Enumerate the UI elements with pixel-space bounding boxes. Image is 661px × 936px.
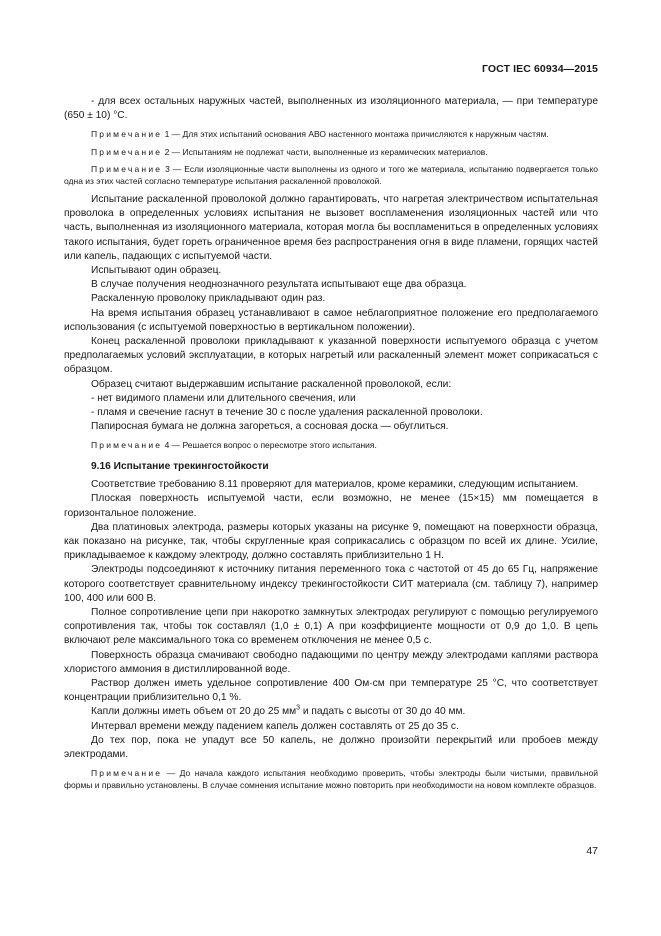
note-text: 3 — Если изоляционные части выполнены из одного и того же материала, испытанию подвергается только одна из этих частей согласно температуре испытания раскаленной проволокой.: [64, 164, 598, 186]
paragraph: Испытание раскаленной проволокой должно гарантировать, что нагретая электричеством испытательная проволока в определенных условиях испытания не вызовет воспламенения изоляционных частей или что часть, выполненная из изоляционного материала, которая могла бы воспламениться в определенных условиях такого испытания, будет гореть ограниченное время без распространения огня в виде пламени, горящих частей или капель, падающих с испытуемой части.: [64, 194, 598, 262]
note-label: Примечание: [91, 164, 163, 175]
note-1: [64, 129, 598, 140]
note-text: 2 — Испытаниям не подлежат части, выполненные из керамических материалов.: [162, 146, 488, 157]
document-header: ГОСТ IEC 60934—2015: [481, 63, 598, 75]
paragraph: Соответствие требованию 8.11 проверяют для материалов, кроме керамики, следующим испытанием.: [91, 479, 579, 491]
paragraph: Интервал времени между падением капель должен составлять от 25 до 35 с.: [91, 720, 459, 732]
note-text: — До начала каждого испытания необходимо проверить, чтобы электроды были чистыми, правильной формы и правильно установлены. В случае сомнения испытание можно повторить при необходимости на новом комплекте образцов.: [64, 768, 598, 790]
paragraph: Раскаленную проволоку прикладывают один раз.: [91, 293, 326, 305]
note-3: [64, 164, 598, 187]
paragraph: Полное сопротивление цепи при накоротко замкнутых электродах регулируют с помощью регулируемого сопротивления так, чтобы ток составлял (1,0 ± 0,1) А при коэффициенте мощности от 0,9 до 1,0. В цепь включают реле максимального тока со временем отключения не менее 0,5 с.: [64, 606, 598, 647]
paragraph: Электроды подсоединяют к источнику питания переменного тока с частотой от 45 до 65 Гц, напряжение которого соответствует сравнительному индексу трекингостойкости СИТ материала (см. таблицу 7), например 100, 400 или 600 В.: [64, 564, 598, 604]
paragraph: Конец раскаленной проволоки прикладывают к указанной поверхности испытуемого образца с учетом предполагаемых условий эксплуатации, в которых нагретый или раскаленный элемент может соприкасаться с образцом.: [64, 336, 598, 376]
page-content: [64, 95, 598, 797]
paragraph: Два платиновых электрода, размеры которых указаны на рисунке 9, помещают на поверхности образца, как показано на рисунке, так, чтобы скругленные края соприкасались с образцом по всей их длине. Усилие, прикладываемое к каждому электроду, должно составлять приблизительно 1 Н.: [64, 521, 598, 562]
paragraph: Раствор должен иметь удельное сопротивление 400 Ом·см при температуре 25 °C, что соответствует концентрации приблизительно 0,1 %.: [64, 677, 598, 704]
drops-superscript: 3: [296, 704, 300, 712]
note-label: Примечание: [91, 440, 163, 451]
note-label: Примечание: [91, 768, 163, 779]
paragraph: Испытывают один образец.: [91, 265, 222, 277]
paragraph: Папиросная бумага не должна загореться, а сосновая доска — обуглиться.: [91, 421, 449, 433]
note-label: Примечание: [91, 146, 163, 157]
paragraph: На время испытания образец устанавливают в самое неблагоприятное положение его предполагаемого использования (с испытуемой поверхностью в вертикальном положении).: [64, 307, 598, 333]
paragraph: Плоская поверхность испытуемой части, если возможно, не менее (15×15) мм помещается в горизонтальное положение.: [64, 493, 598, 519]
note-4: [64, 440, 598, 451]
drops-text-post: и падать с высоты от 30 до 40 мм.: [299, 706, 466, 718]
note-text: 4 — Решается вопрос о пересмотре этого испытания.: [162, 440, 377, 451]
note-final: [64, 768, 598, 791]
section-heading: 9.16 Испытание трекингостойкости: [91, 460, 269, 472]
dash-item-temperature: - для всех остальных наружных частей, выполненных из изоляционного материала, — при температуре (650 ± 10) °C.: [64, 96, 598, 122]
dash-item: - пламя и свечение гаснут в течение 30 с после удаления раскаленной проволоки.: [91, 407, 483, 419]
dash-item: - нет видимого пламени или длительного свечения, или: [91, 392, 356, 404]
note-2: [64, 147, 598, 158]
drops-text-pre: Капли должны иметь объем от 20 до 25 мм: [91, 706, 297, 718]
paragraph: Поверхность образца смачивают свободно падающими по центру между электродами каплями раствора хлористого аммония в дистиллированной воде.: [64, 649, 598, 675]
paragraph: В случае получения неоднозначного результата испытывают еще два образца.: [91, 279, 467, 291]
note-text: 1 — Для этих испытаний основания АВО настенного монтажа причисляются к наружным частям.: [162, 129, 549, 140]
note-label: Примечание: [91, 129, 163, 140]
page-number: 47: [586, 845, 598, 857]
paragraph: Образец считают выдержавшим испытание раскаленной проволокой, если:: [91, 378, 452, 390]
paragraph-drops: [64, 705, 598, 719]
paragraph: До тех пор, пока не упадут все 50 капель, не должно произойти перекрытий или пробоев между электродами.: [64, 734, 598, 760]
